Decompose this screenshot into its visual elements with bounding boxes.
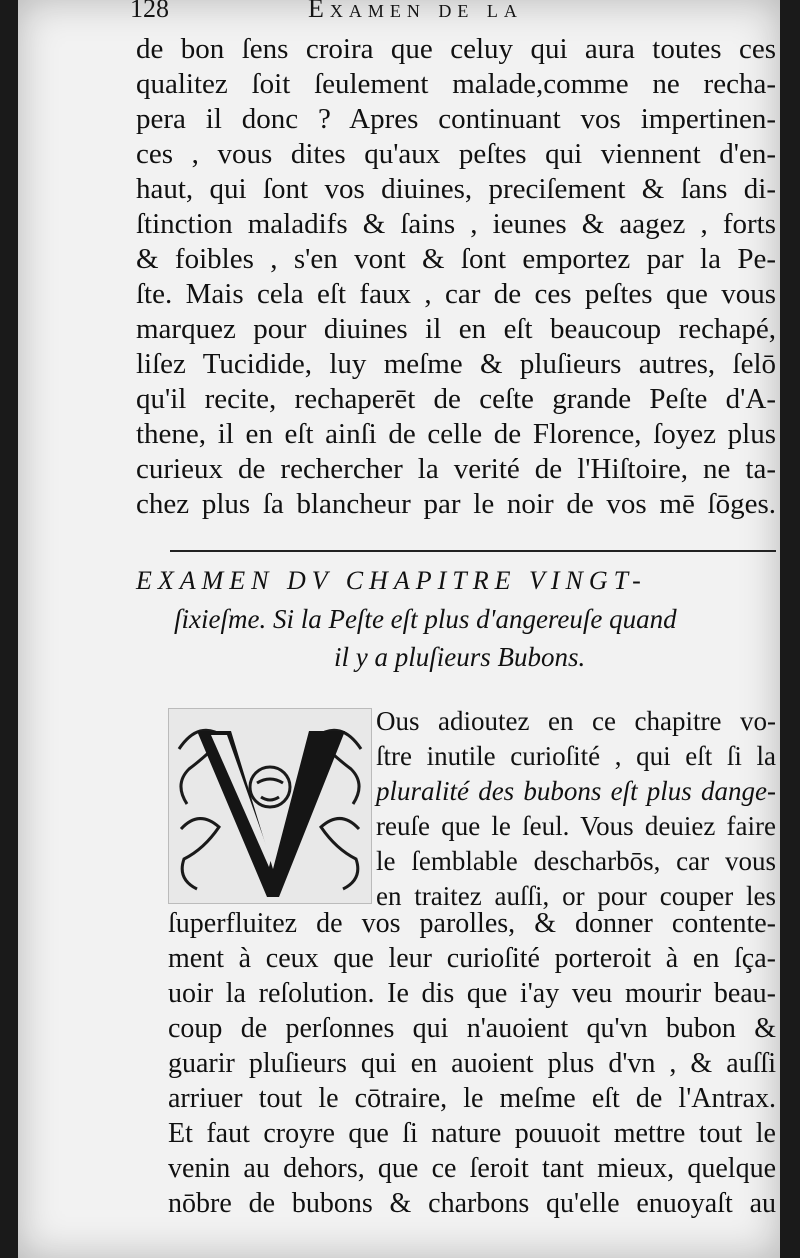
- running-title: Examen de la: [308, 0, 523, 23]
- text-line: guarir pluſieurs qui en auoient plus d'vn , & auſſi: [168, 1048, 776, 1079]
- text-line: Et faut croyre que ſi nature pouuoit mettre tout le: [168, 1118, 776, 1149]
- heading-line-1: EXAMEN DV CHAPITRE VINGT-: [136, 566, 647, 595]
- text-line: en traitez auſſi, or pour couper les: [376, 881, 776, 911]
- lower-text: [168, 906, 776, 1221]
- text-line: reuſe que le ſeul. Vous deuiez faire: [376, 811, 776, 841]
- text-line: venin au dehors, que ce ſeroit tant mieux, quelque: [168, 1153, 776, 1184]
- text-line: ſtinction maladifs & ſains , ieunes & aagez , forts: [136, 208, 776, 240]
- text-line: curieux de rechercher la verité de l'Hiſtoire, ne ta-: [136, 453, 776, 485]
- text-line: chez plus ſa blancheur par le noir de vos mē ſōges.: [136, 488, 776, 520]
- text-line: liſez Tucidide, luy meſme & pluſieurs autres, ſelō: [136, 348, 776, 380]
- text-line: coup de perſonnes qui n'auoient qu'vn bubon &: [168, 1013, 776, 1044]
- text-line: thene, il en eſt ainſi de celle de Florence, ſoyez plus: [136, 418, 776, 450]
- heading-line-2: ſixieſme. Si la Peſte eſt plus d'angereuſe quand: [174, 604, 677, 634]
- text-line: haut, qui ſont vos diuines, preciſement & ſans di-: [136, 173, 776, 205]
- chapter-heading: [136, 562, 776, 676]
- text-line: de bon ſens croira que celuy qui aura toutes ces: [136, 33, 776, 65]
- text-line: uoir la reſolution. Ie dis que i'ay veu mourir beau-: [168, 978, 776, 1009]
- text-line: qu'il recite, rechaperēt de ceſte grande Peſte d'A-: [136, 383, 776, 415]
- text-line: Ous adioutez en ce chapitre vo-: [376, 706, 776, 736]
- text-line: & foibles , s'en vont & ſont emportez par la Pe-: [136, 243, 776, 275]
- page-number: 128: [130, 0, 169, 23]
- text-line: ment à ceux que leur curioſité porteroit à en ſça-: [168, 943, 776, 974]
- decorated-initial-v-icon: [168, 708, 372, 904]
- text-line: pera il donc ? Apres continuant vos impertinen-: [136, 103, 776, 135]
- heading-line-3: il y a pluſieurs Bubons.: [334, 642, 586, 672]
- book-page: [18, 0, 780, 1258]
- text-line: ſte. Mais cela eſt faux , car de ces peſtes que vous: [136, 278, 776, 310]
- text-line: marquez pour diuines il en eſt beaucoup rechapé,: [136, 313, 776, 345]
- text-line: ces , vous dites qu'aux peſtes qui viennent d'en-: [136, 138, 776, 170]
- text-line: le ſemblable descharbōs, car vous: [376, 846, 776, 876]
- wrapped-text: [376, 704, 776, 914]
- text-line: qualitez ſoit ſeulement malade,comme ne recha-: [136, 68, 776, 100]
- text-line: ſtre inutile curioſité , qui eſt ſi la: [376, 741, 776, 771]
- body-text: [136, 32, 776, 522]
- text-line: pluralité des bubons eſt plus dange-: [376, 776, 776, 806]
- text-line: ſuperfluitez de vos parolles, & donner contente-: [168, 908, 776, 939]
- section-rule: [170, 550, 776, 552]
- text-line: arriuer tout le cōtraire, le meſme eſt de l'Antrax.: [168, 1083, 776, 1114]
- text-line: nōbre de bubons & charbons qu'elle enuoyaſt au: [168, 1188, 776, 1219]
- running-head: [18, 0, 780, 30]
